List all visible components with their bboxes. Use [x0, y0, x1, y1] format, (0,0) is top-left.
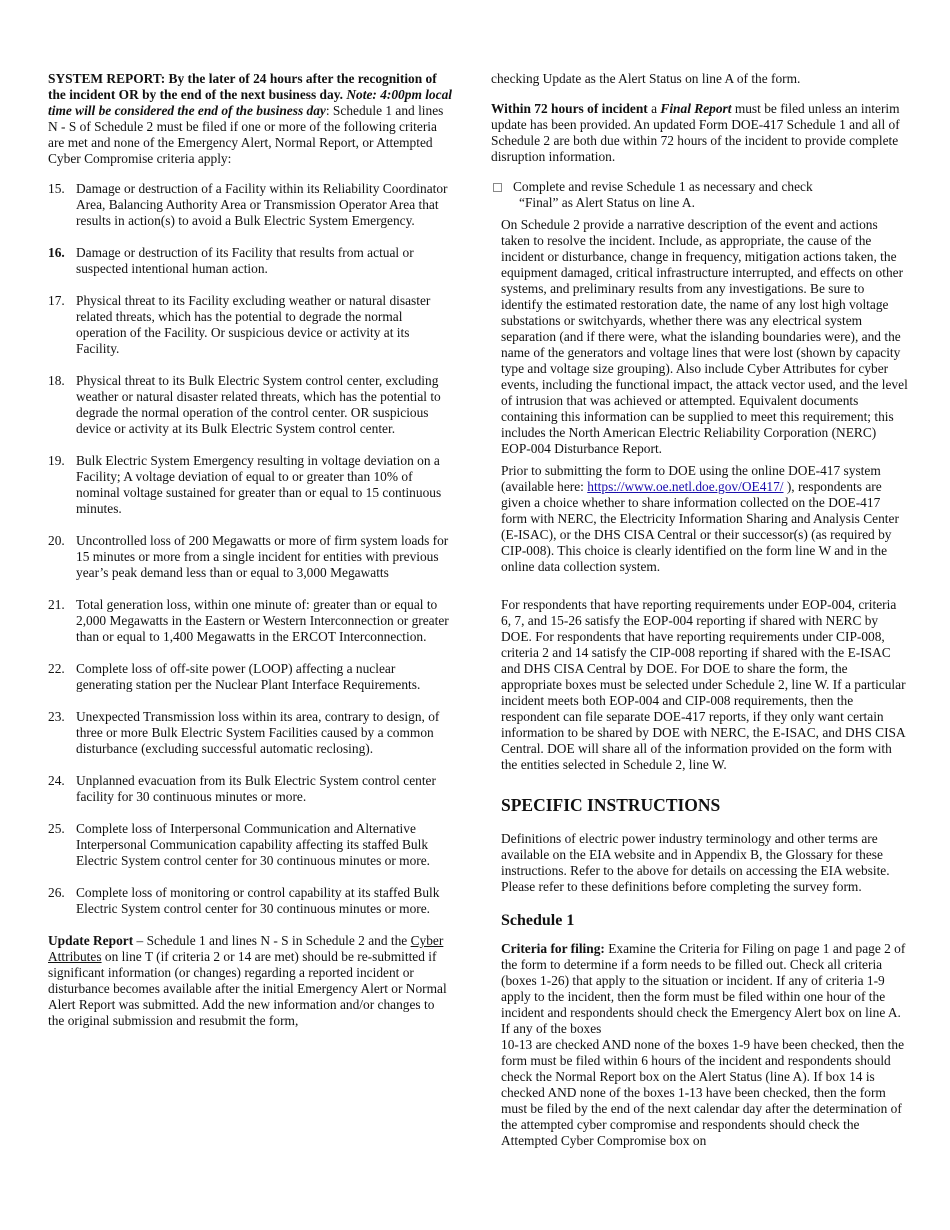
criteria-filing-label: Criteria for filing:: [501, 941, 605, 956]
criteria-number: 26.: [48, 885, 65, 900]
update-report-label: Update Report: [48, 933, 134, 948]
criteria-item: [48, 533, 454, 581]
schedule2-paragraph: On Schedule 2 provide a narrative description of the event and actions taken to resolve the incident. Include, as appropriate, the cause of the incident or disturbance, change in frequency, mitigation actions taken, the equipment damaged, critical infrastructure interrupted, and effects on other systems, and preliminary results from any investigations. Be sure to identify the estimated restoration date, the name of any lost high voltage substations or switchyards, whether there was any electrical system separation (and if there were, what the islanding boundaries were), and the name of the generators and voltage lines that were lost (shown by capacity type and voltage size grouping). Also include Cyber Attributes for cyber events, including the functional impact, the attack vector used, and the level of intrusion that was achieved or attempted. Equivalent documents containing this information can be supplied to meet this requirement; this includes the North American Electric Reliability Corporation (NERC) EOP-004 Disturbance Report.: [501, 217, 908, 456]
update-report-text-2: on line T (if criteria 2 or 14 are met) should be re-submitted if significant information (or changes) regarding a reported incident or disturbance becomes available after the initial Emergency Alert or Normal Alert Report was submitted. Add the new information and/or changes to the original submission and resubmit the form,: [48, 949, 447, 1028]
criteria-item: [48, 661, 454, 693]
criteria-text: Unexpected Transmission loss within its area, contrary to design, of three or more Bulk Electric System Facilities caused by a common disturbance (excluding successful automatic reclosing).: [76, 709, 440, 756]
criteria-item: [48, 373, 454, 437]
checklist-item: [491, 179, 909, 211]
criteria-number: 16.: [48, 245, 65, 260]
criteria-item: [48, 245, 454, 277]
checklist-line-1: Complete and revise Schedule 1 as necessary and check: [513, 179, 813, 194]
respondents-paragraph: For respondents that have reporting requirements under EOP-004, criteria 6, 7, and 15-26 satisfy the EOP-004 reporting if shared with NERC by DOE. For respondents that have reporting requirements under CIP-008, criteria 2 and 14 satisfy the CIP-008 reporting if shared with the E-ISAC and DHS CISA Central by DOE. For DOE to share the form, the appropriate boxes must be selected under Schedule 2, line W. If a particular incident meets both EOP-004 and CIP-008 requirements, then the respondent can file separate DOE-417 reports, if they only want certain information to be shared by DOE with NERC, the E-ISAC, and DHS CISA Central. DOE will share all of the information provided on the form with the entities selected in Schedule 2, line W.: [501, 597, 906, 772]
within-72-paragraph: [491, 101, 909, 165]
within-72-text: must be filed unless an interim update has been provided. An updated Form DOE-417 Schedule 1 and all of Schedule 2 are both due within 72 hours of the incident to provide complete disruption information.: [491, 101, 900, 164]
criteria-number: 24.: [48, 773, 65, 788]
within-72-label: Within 72 hours of incident: [491, 101, 648, 116]
system-report-paragraph: [48, 71, 454, 167]
criteria-text: Complete loss of off-site power (LOOP) affecting a nuclear generating station per the Nuclear Plant Interface Requirements.: [76, 661, 421, 692]
criteria-number: 25.: [48, 821, 65, 836]
final-report-label: Final Report: [660, 101, 732, 116]
criteria-text: Damage or destruction of its Facility that results from actual or suspected intentional human action.: [76, 245, 414, 276]
criteria-number: 21.: [48, 597, 65, 612]
criteria-item: [48, 181, 454, 229]
criteria-item: [48, 453, 454, 517]
criteria-number: 18.: [48, 373, 65, 388]
criteria-filing-text-1: Examine the Criteria for Filing on page 1 and page 2 of the form to determine if a form needs to be filled out. Check all criteria (boxes 1-26) that apply to the situation or incident. If any of criteria 1-9 apply to the incident, then the form must be filed within one hour of the incident and respondents should check the Emergency Alert box on line A. If any of the boxes: [501, 941, 906, 1036]
right-column: [491, 71, 909, 1149]
criteria-number: 19.: [48, 453, 65, 468]
criteria-item: [48, 885, 454, 917]
criteria-text: Damage or destruction of a Facility within its Reliability Coordinator Area, Balancing Authority Area or Transmission Operator Area that results in action(s) to avoid a Bulk Electric System Emergency.: [76, 181, 448, 228]
criteria-number: 20.: [48, 533, 65, 548]
update-report-paragraph: [48, 933, 454, 1029]
criteria-item: [48, 597, 454, 645]
criteria-filing-paragraph: [501, 941, 909, 1149]
criteria-text: Physical threat to its Bulk Electric System control center, excluding weather or natural disaster related threats, which has the potential to degrade the normal operation of the control center. OR suspicious device or activity at its Bulk Electric System control center.: [76, 373, 441, 436]
criteria-text: Total generation loss, within one minute of: greater than or equal to 2,000 Megawatts in the Eastern or Western Interconnection or greater than or equal to 1,400 Megawatts in the ERCOT Interconnection.: [76, 597, 449, 644]
prior-submission-paragraph: [501, 463, 909, 575]
criteria-number: 22.: [48, 661, 65, 676]
criteria-number: 17.: [48, 293, 65, 308]
oe417-link[interactable]: https://www.oe.netl.doe.gov/OE417/: [587, 479, 784, 494]
criteria-number: 15.: [48, 181, 65, 196]
prior-text-1: Prior to submitting the form to DOE using the online DOE-417 system (available here:: [501, 463, 881, 494]
schedule1-heading: Schedule 1: [501, 912, 575, 929]
prior-text-2: ), respondents are given a choice whether to share information collected on the DOE-417 form with NERC, the Electricity Information Sharing and Analysis Center (E-ISAC), or the DHS CISA Central or their successor(s) (as required by CIP-008). This choice is clearly identified on the form line W and in the online data collection system.: [501, 479, 899, 574]
definitions-paragraph: Definitions of electric power industry terminology and other terms are available on the EIA website and in Appendix B, the Glossary for these instructions. Refer to the above for details on accessing the EIA website. Please refer to these definitions before completing the survey form.: [501, 831, 890, 894]
criteria-text: Complete loss of Interpersonal Communication and Alternative Interpersonal Communication capability affecting its staffed Bulk Electric System control center for 30 continuous minutes or more.: [76, 821, 431, 868]
criteria-text: Bulk Electric System Emergency resulting in voltage deviation on a Facility; A voltage deviation of equal to or greater than 10% of nominal voltage sustained for greater than or equal to 15 continuous minutes.: [76, 453, 442, 516]
left-column: [48, 71, 454, 1029]
criteria-text: Complete loss of monitoring or control capability at its staffed Bulk Electric System control center for 30 continuous minutes or more.: [76, 885, 440, 916]
criteria-text: Unplanned evacuation from its Bulk Electric System control center facility for 30 continuous minutes or more.: [76, 773, 436, 804]
criteria-item: [48, 709, 454, 757]
checkbox-icon: [493, 183, 502, 192]
criteria-text: Physical threat to its Facility excluding weather or natural disaster related threats, which has the potential to degrade the normal operation of the Facility. Or suspicious device or activity at its Facility.: [76, 293, 431, 356]
update-report-text-1: – Schedule 1 and lines N - S in Schedule 2 and the: [133, 933, 411, 948]
criteria-list: [48, 181, 454, 917]
within-72-connector: a: [647, 101, 661, 116]
cyber-attributes-text: Cyber Attributes: [48, 933, 444, 964]
note-label: Note: 4:00pm local time will be considered the end of the business day: [48, 87, 452, 118]
criteria-number: 23.: [48, 709, 65, 724]
continued-text: checking Update as the Alert Status on line A of the form.: [491, 71, 801, 86]
checklist-line-2: “Final” as Alert Status on line A.: [519, 195, 695, 210]
specific-instructions-heading: SPECIFIC INSTRUCTIONS: [501, 795, 721, 815]
criteria-item: [48, 773, 454, 805]
system-report-body: : Schedule 1 and lines N - S of Schedule 2 must be filed if one or more of the following criteria are met and none of the Emergency Alert, Normal Report, or Attempted Cyber Compromise criteria apply:: [48, 103, 444, 166]
criteria-filing-text-2: 10-13 are checked AND none of the boxes 1-9 have been checked, then the form must be filed within 6 hours of the incident and respondents should check the Normal Report box on the Alert Status (line A). If box 14 is checked AND none of the boxes 1-13 have been checked, then the form must be filed by the end of the next calendar day after the determination of the attempted cyber compromise and respondents should check the Attempted Cyber Compromise box on: [501, 1037, 905, 1148]
system-report-heading: SYSTEM REPORT: By the later of 24 hours after the recognition of the incident OR by the end of the next business day.: [48, 71, 437, 102]
criteria-item: [48, 293, 454, 357]
criteria-text: Uncontrolled loss of 200 Megawatts or more of firm system loads for 15 minutes or more from a single incident for entities with previous year’s peak demand less than or equal to 3,000 Megawatts: [76, 533, 449, 580]
criteria-item: [48, 821, 454, 869]
